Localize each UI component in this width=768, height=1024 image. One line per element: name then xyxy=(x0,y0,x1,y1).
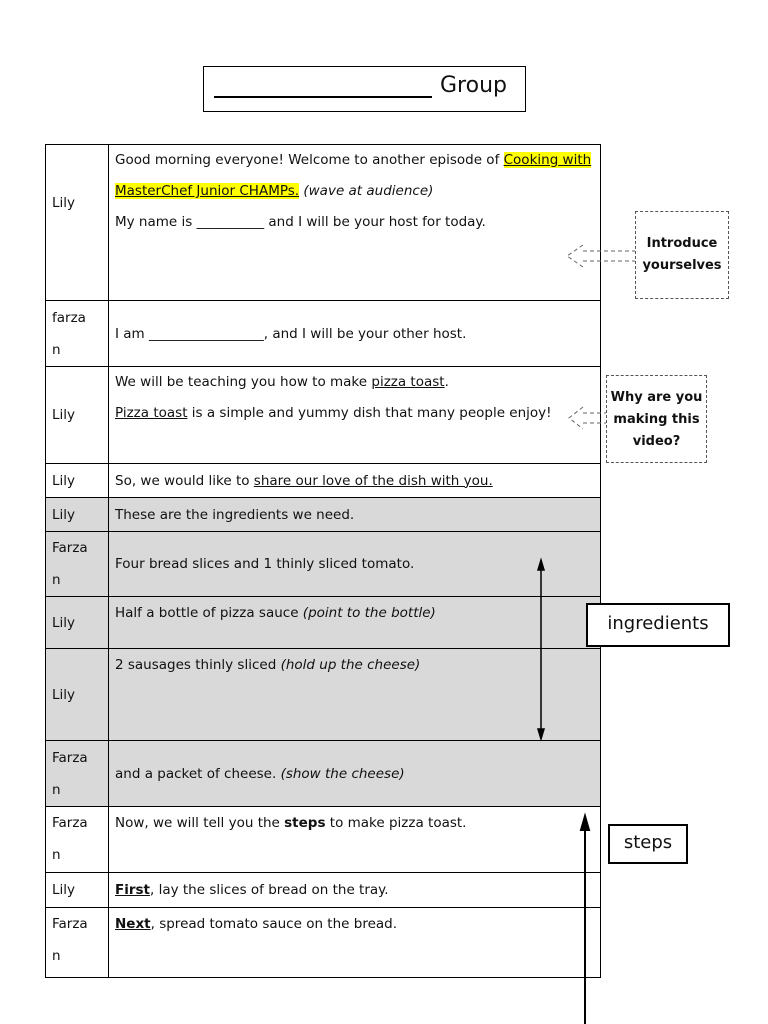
line-cell: These are the ingredients we need. xyxy=(109,498,601,532)
table-row xyxy=(46,301,601,367)
speaker-cell: Lily xyxy=(46,873,109,908)
speaker-cell: Lily xyxy=(46,464,109,498)
table-row xyxy=(46,597,601,649)
table-row xyxy=(46,649,601,741)
table-row xyxy=(46,807,601,873)
line-cell: Four bread slices and 1 thinly sliced tomato. xyxy=(109,532,601,597)
speaker-cell: Farza n xyxy=(46,741,109,807)
line-cell: and a packet of cheese. (show the cheese) xyxy=(109,741,601,807)
group-title-box xyxy=(203,66,526,112)
note-why-making-video: Why are you making this video? xyxy=(606,375,707,463)
speaker-cell: Lily xyxy=(46,367,109,464)
line-cell: Half a bottle of pizza sauce (point to the bottle) xyxy=(109,597,601,649)
line-cell: Now, we will tell you the steps to make pizza toast. xyxy=(109,807,601,873)
line-cell: Good morning everyone! Welcome to another episode of Cooking with MasterChef Junior CHAMPs. (wave at audience) My name is __________ and I will be your host for today. xyxy=(109,145,601,301)
speaker-cell: Lily xyxy=(46,498,109,532)
group-title: Group xyxy=(440,73,507,98)
speaker-cell: farza n xyxy=(46,301,109,367)
speaker-cell: Lily xyxy=(46,649,109,741)
line-cell: 2 sausages thinly sliced (hold up the cheese) xyxy=(109,649,601,741)
note-introduce-yourselves: Introduce yourselves xyxy=(635,211,729,299)
line-cell: I am _________________, and I will be your other host. xyxy=(109,301,601,367)
table-row xyxy=(46,908,601,978)
script-table xyxy=(45,144,601,978)
speaker-cell: Lily xyxy=(46,145,109,301)
table-row xyxy=(46,145,601,301)
steps-label: steps xyxy=(608,824,688,864)
ingredients-label: ingredients xyxy=(586,603,730,647)
table-row xyxy=(46,873,601,908)
table-row xyxy=(46,367,601,464)
speaker-cell: Lily xyxy=(46,597,109,649)
speaker-cell: Farza n xyxy=(46,532,109,597)
line-cell: So, we would like to share our love of the dish with you. xyxy=(109,464,601,498)
table-row xyxy=(46,741,601,807)
line-cell: First, lay the slices of bread on the tray. xyxy=(109,873,601,908)
show-title-highlight: Cooking with MasterChef Junior CHAMPs. xyxy=(115,152,592,199)
line-cell: We will be teaching you how to make pizza toast. Pizza toast is a simple and yummy dish that many people enjoy! xyxy=(109,367,601,464)
table-row xyxy=(46,498,601,532)
line-cell: Next, spread tomato sauce on the bread. xyxy=(109,908,601,978)
speaker-cell: Farza n xyxy=(46,807,109,873)
table-row xyxy=(46,532,601,597)
table-row xyxy=(46,464,601,498)
group-name-blank xyxy=(214,96,432,98)
speaker-cell: Farza n xyxy=(46,908,109,978)
